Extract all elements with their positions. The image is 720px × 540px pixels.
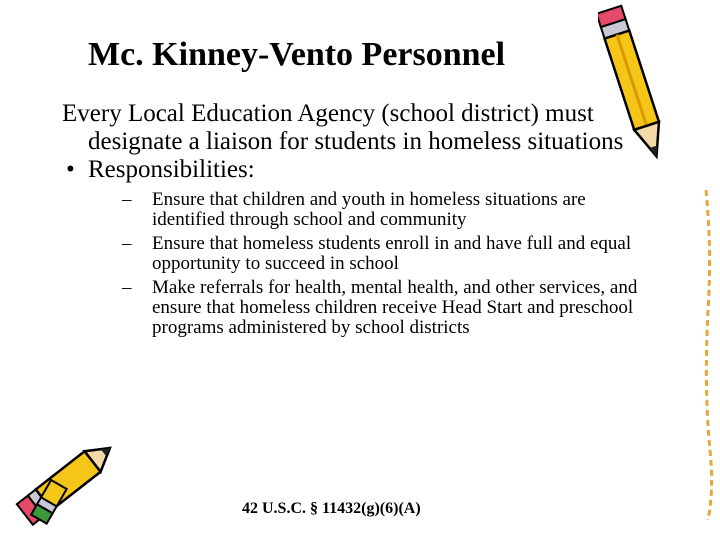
intro-text: Every Local Education Agency (school district) must designate a liaison for students in homeless situations — [62, 100, 624, 155]
dash-marker: – — [122, 189, 132, 210]
responsibilities-bullet — [62, 156, 662, 184]
dash-marker: – — [122, 233, 132, 254]
sparkle-line — [698, 190, 720, 520]
list-item: – Ensure that children and youth in homeless situations are identified through school and community — [122, 189, 586, 230]
list-item: – Make referrals for health, mental health, and other services, and ensure that homeless children receive Head Start and preschool programs administered by school districts — [122, 277, 638, 338]
responsibilities-label: Responsibilities: — [88, 156, 255, 183]
list-item: – Ensure that homeless students enroll in and have full and equal opportunity to succeed in school — [122, 233, 632, 274]
pencil-icon — [8, 424, 128, 540]
responsibilities-list — [62, 190, 662, 338]
slide-body — [62, 100, 662, 342]
bullet-marker: • — [66, 156, 75, 183]
dash-marker: – — [122, 277, 132, 298]
citation: 42 U.S.C. § 11432(g)(6)(A) — [242, 500, 421, 517]
slide-title: Mc. Kinney-Vento Personnel — [88, 36, 506, 73]
